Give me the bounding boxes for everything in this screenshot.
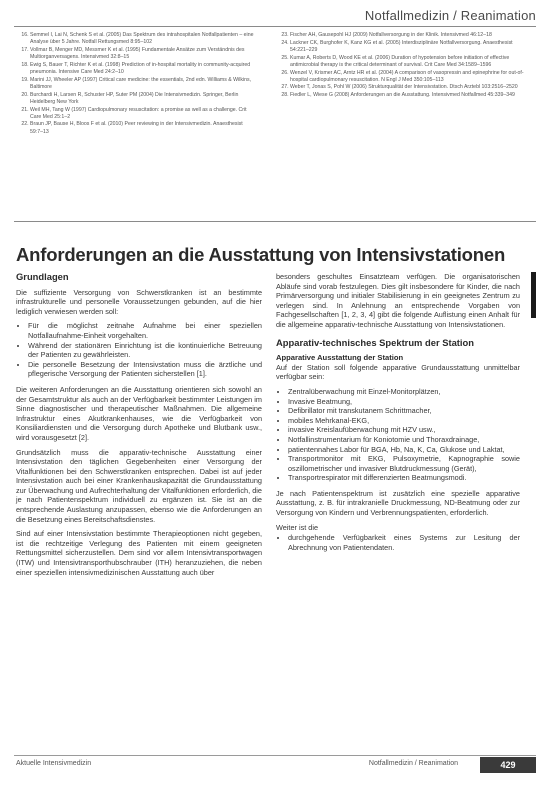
references-divider (14, 221, 536, 222)
paragraph: Sind auf einer Intensivstation bestimmte Therapieoptionen nicht gegeben, ist die rechtzeitige Verlegung des Patienten mit einem geeigneten Rettungsmittel sicherzustellen. Dem sind vor allem Intensivtransportwagen (ITW) und Intensivtransporthubschrauber (ITH) heranzuziehen, die neben einer speziellen intensivmedizinischen Ausstattung auch über (16, 529, 262, 577)
paragraph: Weiter ist die (276, 522, 319, 532)
paragraph: Die suffiziente Versorgung von Schwerstkranken ist an bestimmte infrastrukturelle und personelle Voraussetzungen gebunden, auf die hier lediglich verwiesen werden soll: (16, 287, 262, 316)
section-heading: Grundlagen (16, 271, 69, 282)
list-item: • Für die möglichst zeitnahe Aufnahme bei einer speziellen Notfallaufnahme-Einheit vorgehalten. (28, 321, 262, 340)
page-number: 429 (480, 757, 536, 773)
references-left (16, 32, 256, 136)
footer-section: Notfallmedizin / Reanimation (368, 760, 458, 767)
list-item: • Die personelle Besetzung der Intensivstation muss die ärztliche und pflegerische Versorgung der Patienten sicherstellen [1]. (28, 360, 262, 379)
list-item: • patientennahes Labor für BGA, Hb, Na, K, Ca, Glukose und Laktat, (288, 445, 520, 455)
side-marker (531, 272, 536, 318)
paragraph: Die weiteren Anforderungen an die Ausstattung orientieren sich sowohl an der Gesamtstruktur als auch an der Verfügbarkeit bestimmter Leistungen im Sinne diagnostischer und therapeutischer Maßnahmen. Die allgemeine Infrastruktur eines Akutkrankenhauses, wie die Verfügbarkeit von Konsiliardiensten und die Versorgung durch Apotheke und Blutbank usw., wird vorausgesetzt [2]. (16, 384, 262, 442)
list-item: • Invasive Beatmung, (288, 397, 520, 407)
paragraph: besonders geschultes Einsatzteam verfügen. Die organisatorischen Abläufe sind vorab festzulegen. Dies gilt insbesondere für Kinder, die nach Primärversorgung und initialer Stabilisierung in ein geeignetes Zentrum zu verlegen sind. In Anlehnung an entsprechende Vorgaben von Fachgesellschaften [1, 2, 3, 4] gibt die folgende Auflistung einen Anhalt für die allgemeine apparativ-technische Ausstattung von Intensivstationen. (276, 272, 520, 329)
list-item: • Während der stationären Einrichtung ist die kontinuierliche Betreuung der Patienten zu gewährleisten. (28, 341, 262, 360)
reference-item: 28. Fiedler L, Wiese G (2008) Anforderungen an die Ausstattung. Intensivmed Notfallmed 45:339–349 (290, 92, 526, 99)
right-column (276, 272, 520, 558)
section-label: Notfallmedizin / Reanimation (364, 8, 536, 23)
reference-item: 22. Braun JP, Bause H, Bloos F et al. (2010) Peer reviewing in der Intensivmedizin. Anaesthesist 59:7–13 (30, 121, 256, 135)
footer-journal: Aktuelle Intensivmedizin (16, 760, 92, 767)
list-item: • Defibrillator mit transkutanem Schrittmacher, (288, 406, 520, 416)
list-item: • mobiles Mehrkanal-EKG, (288, 416, 520, 426)
reference-item: 25. Kumar A, Roberts D, Wood KE et al. (2006) Duration of hypotension before initiation of effective antimicrobial therapy is the critical determinant of survival. Crit Care Med 34:1589–1596 (290, 55, 526, 69)
section-heading: Apparativ-technisches Spektrum der Station (276, 336, 474, 348)
reference-item: 19. Marini JJ, Wheeler AP (1997) Critical care medicine: the essentials, 2nd edn. Williams & Wilkins, Baltimore (30, 77, 256, 91)
list-item: • invasive Kreislaufüberwachung mit HZV usw., (288, 425, 520, 435)
footer-rule (14, 755, 536, 756)
references-right (276, 32, 526, 100)
header-rule (14, 26, 536, 27)
paragraph: Je nach Patientenspektrum ist zusätzlich eine spezielle apparative Ausstattung, z. B. für intrakranielle Druckmessung, ND-Beatmung oder zur Versorgung von Kindern und Verbrennungspatienten, erforderlich. (276, 488, 520, 518)
reference-item: 21. Weil MH, Tang W (1997) Cardiopulmonary resuscitation: a promise as well as a challenge. Crit Care Med 25:1–2 (30, 107, 256, 121)
bullet-list (16, 321, 262, 379)
reference-item: 27. Weber T, Jonas S, Pohl W (2006) Strukturqualität der Intensivstation. Dtsch Arztebl 103:2516–2520 (290, 84, 526, 91)
list-item: • Notfallinstrumentarium für Koniotomie und Thoraxdrainage, (288, 435, 520, 445)
reference-item: 18. Ewig S, Bauer T, Richter K et al. (1998) Prediction of in-hospital mortality in community-acquired pneumonia. Intensive Care Med 24:2–10 (30, 62, 256, 76)
reference-item: 17. Vollmar B, Menger MD, Messmer K et al. (1995) Fundamentale Ansätze zum Verständnis des Multiorganversagens. Intensivmed 32:8–15 (30, 47, 256, 61)
reference-item: 20. Burchardi H, Larsen R, Schuster HP, Suter PM (2004) Die Intensivmedizin. Springer, Berlin Heidelberg New York (30, 92, 256, 106)
list-item: • Transportmonitor mit EKG, Pulsoxymetrie, Kapnographie sowie oszillometrischer und invasiver Blutdruckmessung (Gerät), (288, 454, 520, 473)
bullet-list (276, 533, 520, 552)
paragraph: Auf der Station soll folgende apparative Grundausstattung unmittelbar verfügbar sein: (276, 362, 520, 382)
paragraph: Grundsätzlich muss die apparativ-technische Ausstattung einer Intensivstation den täglichen Gegebenheiten einer Versorgung der Vitalfunktionen bei den Schwerstkranken entsprechen. Dabei ist auf jeder Intensivstation auch bei einer Krankenhauskapazität die Grundausstattung zur Überwachung und Aufrechterhaltung der Vitalfunktionen erforderlich, die je nach Patientenspektrum individuell zu ergänzen ist. Sie ist an die entsprechende Auslastung anzupassen, ebenso wie die Anforderungen an die Besetzung eines Bereitschaftsdienstes. (16, 447, 262, 524)
reference-item: 24. Lackner CK, Burghofer K, Kanz KG et al. (2005) Interdisziplinäre Notfallversorgung. Anaesthesist 54:221–229 (290, 40, 526, 54)
bullet-list (276, 387, 520, 483)
subsection-heading: Apparative Ausstattung der Station (276, 353, 404, 363)
reference-item: 26. Wenzel V, Krismer AC, Arntz HR et al. (2004) A comparison of vasopressin and epinephrine for out-of-hospital cardiopulmonary resuscitation. N Engl J Med 350:105–113 (290, 70, 526, 84)
list-item: • Transportrespirator mit differenzierten Beatmungsmodi. (288, 473, 520, 483)
list-item: • Zentralüberwachung mit Einzel-Monitorplätzen, (288, 387, 520, 397)
article-title: Anforderungen an die Ausstattung von Intensivstationen (16, 244, 506, 266)
reference-item: 23. Fischer AH, Gausepohl HJ (2009) Notfallversorgung in der Klinik. Intensivmed 46:12–18 (290, 32, 526, 39)
reference-item: 16. Semmel I, Lai N, Schenk S et al. (2005) Das Spektrum des intrahospitalen Notfallpatienten – eine Analyse über 5 Jahre. Notfall Rettungsmed 8:95–102 (30, 32, 256, 46)
list-item: • durchgehende Verfügbarkeit eines Systems zur Lesitung der Abrechnung von Patientendaten. (288, 533, 520, 552)
left-column (16, 272, 262, 582)
